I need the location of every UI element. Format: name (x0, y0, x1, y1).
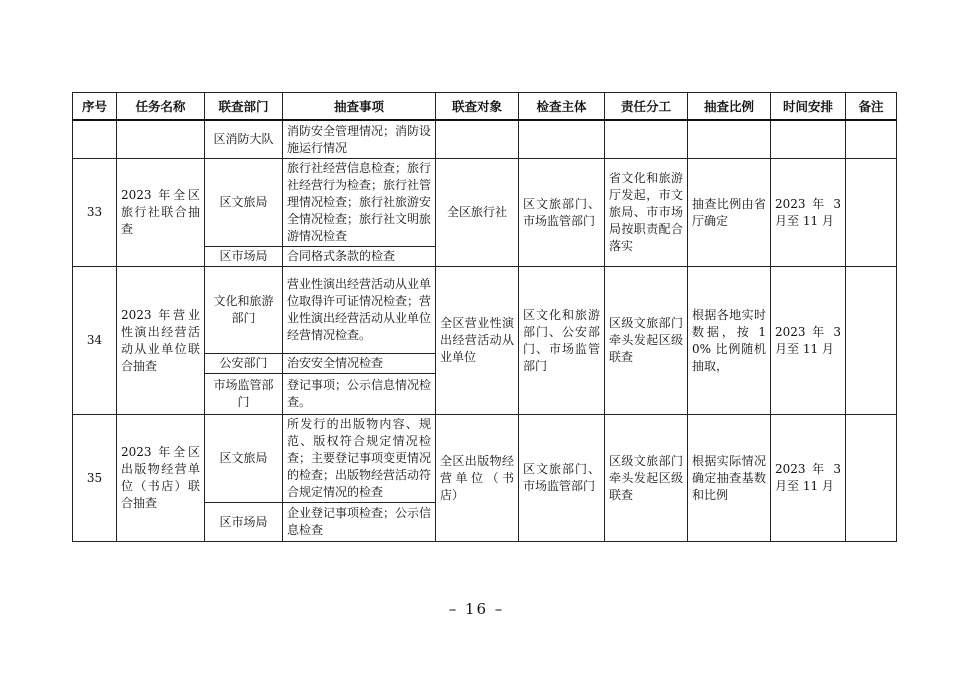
target-cell: 全区旅行社 (436, 159, 519, 267)
subject-cell: 区文化和旅游部门、公安部门、市场监管部门 (519, 267, 605, 415)
inspection-table (72, 92, 897, 542)
page-number: – 16 – (448, 600, 505, 618)
note-cell (846, 159, 897, 267)
ratio-cell: 根据各地实时数据，按 10% 比例随机抽取， (688, 267, 771, 415)
header-duty: 责任分工 (605, 93, 688, 121)
header-dept: 联查部门 (205, 93, 283, 121)
task-name-cell: 2023 年全区出版物经营单位（书店）联合抽查 (117, 415, 205, 542)
row-no: 33 (73, 159, 117, 267)
dept-cell: 公安部门 (205, 354, 283, 374)
table-row (73, 415, 897, 503)
target-cell: 全区营业性演出经营活动从业单位 (436, 267, 519, 415)
note-cell (846, 415, 897, 542)
subject-cell: 区文旅部门、市场监管部门 (519, 415, 605, 542)
item-cell: 企业登记事项检查；公示信息检查 (283, 503, 436, 542)
row-no: 35 (73, 415, 117, 542)
subject-cell: 区文旅部门、市场监管部门 (519, 159, 605, 267)
header-ratio: 抽查比例 (688, 93, 771, 121)
dept-cell: 区消防大队 (205, 120, 283, 159)
duty-cell: 省文化和旅游厅发起，市文旅局、市市场局按职责配合落实 (605, 159, 688, 267)
table-row (73, 267, 897, 354)
item-cell: 所发行的出版物内容、规范、版权符合规定情况检查；主要登记事项变更情况的检查；出版物经营活动符合规定情况的检查 (283, 415, 436, 503)
ratio-cell: 根据实际情况确定抽查基数和比例 (688, 415, 771, 542)
target-cell: 全区出版物经营单位（书店） (436, 415, 519, 542)
header-items: 抽查事项 (283, 93, 436, 121)
time-cell: 2023 年 3 月至 11 月 (771, 267, 846, 415)
item-cell: 旅行社经营信息检查；旅行社经营行为检查；旅行社管理情况检查；旅行社旅游安全情况检查；旅行社文明旅游情况检查 (283, 159, 436, 247)
header-target: 联查对象 (436, 93, 519, 121)
task-name-cell: 2023 年全区旅行社联合抽查 (117, 159, 205, 267)
note-cell (846, 267, 897, 415)
time-cell: 2023 年 3 月至 11 月 (771, 159, 846, 267)
item-cell: 登记事项；公示信息情况检查。 (283, 374, 436, 415)
duty-cell: 区级文旅部门牵头发起区级联查 (605, 267, 688, 415)
header-note: 备注 (846, 93, 897, 121)
header-row (73, 93, 897, 121)
item-cell: 合同格式条款的检查 (283, 247, 436, 267)
row-no: 34 (73, 267, 117, 415)
dept-cell: 市场监管部门 (205, 374, 283, 415)
ratio-cell: 抽查比例由省厅确定 (688, 159, 771, 267)
header-time: 时间安排 (771, 93, 846, 121)
dept-cell: 文化和旅游部门 (205, 267, 283, 354)
table-row-continuation (73, 120, 897, 159)
dept-cell: 区市场局 (205, 247, 283, 267)
duty-cell: 区级文旅部门牵头发起区级联查 (605, 415, 688, 542)
header-subject: 检查主体 (519, 93, 605, 121)
item-cell: 营业性演出经营活动从业单位取得许可证情况检查；营业性演出经营活动从业单位经营情况检查。 (283, 267, 436, 354)
item-cell: 治安安全情况检查 (283, 354, 436, 374)
table-row (73, 159, 897, 247)
task-name-cell: 2023 年营业性演出经营活动从业单位联合抽查 (117, 267, 205, 415)
dept-cell: 区市场局 (205, 503, 283, 542)
time-cell: 2023 年 3 月至 11 月 (771, 415, 846, 542)
item-cell: 消防安全管理情况；消防设施运行情况 (283, 120, 436, 159)
header-task-name: 任务名称 (117, 93, 205, 121)
dept-cell: 区文旅局 (205, 159, 283, 247)
header-no: 序号 (73, 93, 117, 121)
dept-cell: 区文旅局 (205, 415, 283, 503)
